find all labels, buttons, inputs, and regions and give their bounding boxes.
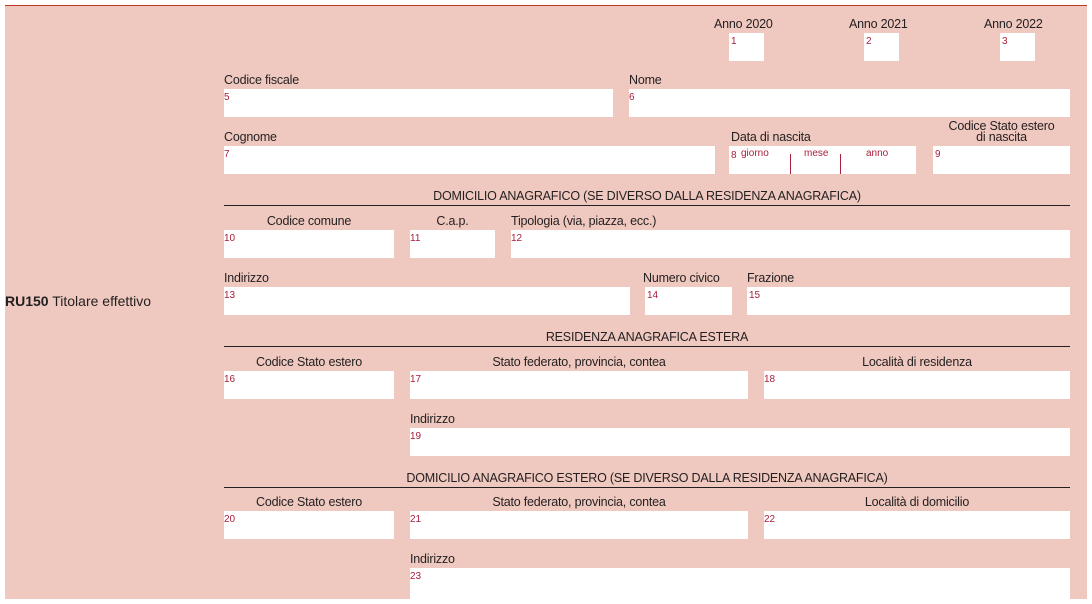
- indirizzo-estero-label: Indirizzo: [410, 412, 455, 426]
- form-section-ru150: [5, 5, 1087, 599]
- date-separator: [840, 154, 841, 174]
- field-number: 16: [224, 374, 236, 385]
- anno-sublabel: anno: [866, 148, 889, 159]
- field-number: 19: [410, 431, 422, 442]
- section-divider: [224, 487, 1070, 488]
- indirizzo-domicilio-estero-label: Indirizzo: [410, 552, 455, 566]
- numero-civico-label: Numero civico: [643, 271, 720, 285]
- field-number: 1: [731, 36, 737, 47]
- stato-federato-field[interactable]: [410, 371, 748, 399]
- field-number: 11: [410, 233, 421, 244]
- indirizzo-field[interactable]: [224, 287, 630, 315]
- frazione-label: Frazione: [747, 271, 795, 285]
- field-number: 10: [224, 233, 236, 244]
- data-nascita-label: Data di nascita: [731, 130, 811, 144]
- field-number: 6: [629, 92, 635, 103]
- localita-residenza-label: Località di residenza: [862, 355, 972, 369]
- section-code: RU150: [5, 293, 49, 309]
- frazione-field[interactable]: [747, 287, 1070, 315]
- stato-federato-domicilio-field[interactable]: [410, 511, 748, 539]
- date-separator: [790, 154, 791, 174]
- stato-federato-domicilio-label: Stato federato, provincia, contea: [492, 495, 666, 509]
- year-2021-field[interactable]: [864, 33, 899, 61]
- mese-sublabel: mese: [804, 148, 829, 159]
- tipologia-field[interactable]: [511, 230, 1070, 258]
- year-label-2020: Anno 2020: [714, 17, 773, 31]
- section-divider: [224, 205, 1070, 206]
- codice-stato-domicilio-label: Codice Stato estero: [256, 495, 362, 509]
- codice-fiscale-label: Codice fiscale: [224, 73, 300, 87]
- indirizzo-label: Indirizzo: [224, 271, 269, 285]
- stato-nascita-label: [933, 121, 1070, 143]
- field-number: 13: [224, 290, 236, 301]
- field-number: 18: [764, 374, 776, 385]
- giorno-sublabel: giorno: [741, 148, 769, 159]
- codice-fiscale-field[interactable]: [224, 89, 613, 117]
- field-number: 3: [1002, 36, 1008, 47]
- year-2020-field[interactable]: [729, 33, 764, 61]
- stato-nascita-label-line2: di nascita: [976, 130, 1027, 144]
- codice-stato-estero-label: Codice Stato estero: [256, 355, 362, 369]
- field-number: 7: [224, 149, 230, 160]
- stato-nascita-label-line1: Codice Stato estero: [948, 119, 1055, 133]
- field-number: 5: [224, 92, 230, 103]
- nome-field[interactable]: [629, 89, 1070, 117]
- tipologia-label: Tipologia (via, piazza, ecc.): [511, 214, 657, 228]
- nome-label: Nome: [629, 73, 662, 87]
- indirizzo-domicilio-estero-field[interactable]: [410, 568, 1070, 599]
- codice-stato-domicilio-field[interactable]: [224, 511, 394, 539]
- localita-residenza-field[interactable]: [764, 371, 1070, 399]
- stato-nascita-field[interactable]: [933, 146, 1070, 174]
- section-title: Titolare effettivo: [52, 293, 152, 309]
- field-number: 12: [511, 233, 523, 244]
- codice-comune-field[interactable]: [224, 230, 394, 258]
- field-number: 2: [866, 36, 872, 47]
- field-number: 23: [410, 571, 422, 582]
- field-number: 22: [764, 514, 776, 525]
- cognome-field[interactable]: [224, 146, 715, 174]
- year-2022-field[interactable]: [1000, 33, 1035, 61]
- localita-domicilio-label: Località di domicilio: [864, 495, 970, 509]
- codice-stato-estero-field[interactable]: [224, 371, 394, 399]
- domicilio-estero-header: DOMICILIO ANAGRAFICO ESTERO (SE DIVERSO DALLA RESIDENZA ANAGRAFICA): [406, 471, 888, 485]
- year-label-2022: Anno 2022: [984, 17, 1043, 31]
- year-label-2021: Anno 2021: [849, 17, 908, 31]
- field-number: 21: [410, 514, 422, 525]
- section-label: [5, 293, 151, 309]
- cap-field[interactable]: [410, 230, 495, 258]
- cognome-label: Cognome: [224, 130, 277, 144]
- cap-label: C.a.p.: [436, 214, 469, 228]
- field-number: 15: [749, 290, 761, 301]
- residenza-estera-header: RESIDENZA ANAGRAFICA ESTERA: [545, 330, 749, 344]
- data-nascita-field[interactable]: [729, 146, 916, 174]
- field-number: 9: [935, 149, 941, 160]
- field-number: 17: [410, 374, 422, 385]
- field-number: 8: [731, 150, 737, 161]
- field-number: 20: [224, 514, 236, 525]
- stato-federato-label: Stato federato, provincia, contea: [492, 355, 666, 369]
- codice-comune-label: Codice comune: [266, 214, 352, 228]
- section-divider: [224, 346, 1070, 347]
- domicilio-header: DOMICILIO ANAGRAFICO (SE DIVERSO DALLA RESIDENZA ANAGRAFICA): [433, 189, 861, 203]
- localita-domicilio-field[interactable]: [764, 511, 1070, 539]
- indirizzo-estero-field[interactable]: [410, 428, 1070, 456]
- field-number: 14: [647, 290, 659, 301]
- numero-civico-field[interactable]: [645, 287, 732, 315]
